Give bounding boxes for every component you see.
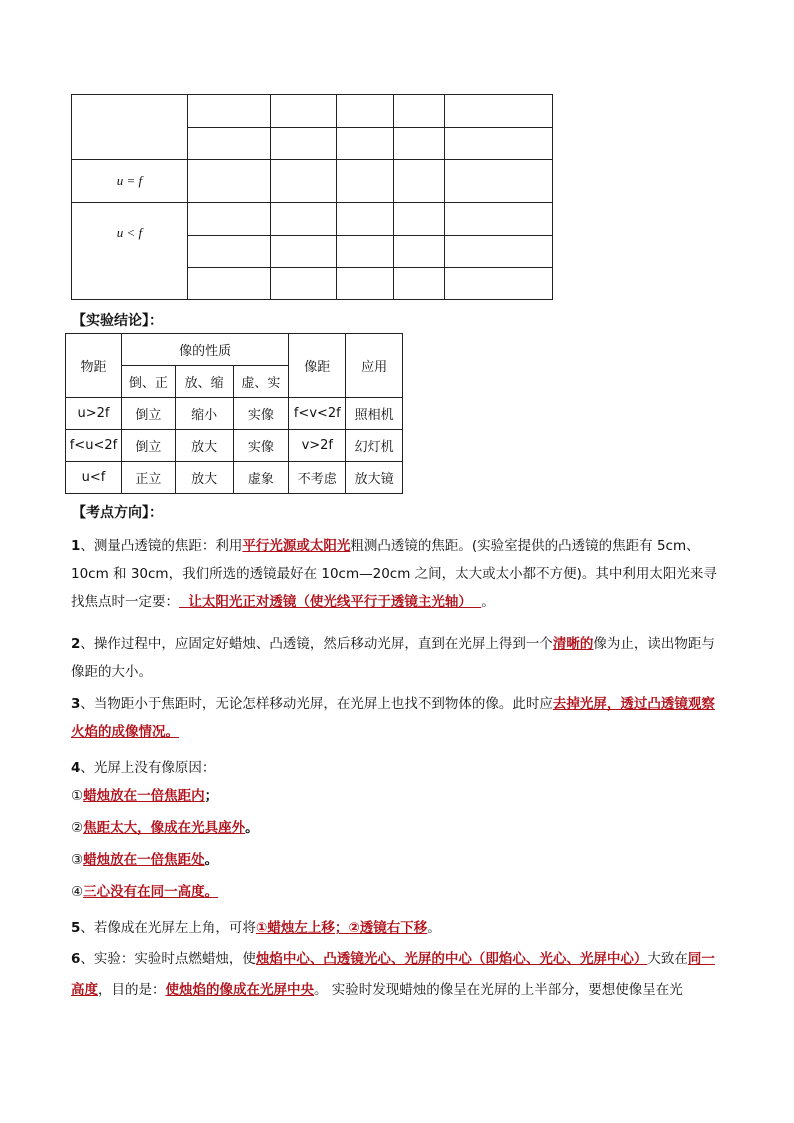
- reason-3: ③蜡烛放在一倍焦距处。: [71, 852, 219, 868]
- answer-light-source: 平行光源或太阳光: [242, 538, 351, 554]
- subheader-size: 放、缩: [175, 366, 233, 398]
- row-label-cell: [72, 95, 188, 160]
- header-distance: 物距: [66, 334, 122, 398]
- answer-same-height: 同一高度: [71, 951, 715, 998]
- reason-2: ②焦距太大，像成在光具座外。: [71, 820, 259, 836]
- table-row: [72, 203, 553, 236]
- row-label-cell: u = f: [72, 160, 188, 203]
- answer-purpose: 使烛焰的像成在光屏中央: [165, 982, 314, 998]
- answer-align-sunlight: 让太阳光正对透镜（使光线平行于透镜主光轴）: [179, 594, 482, 610]
- table-row: u<f 正立 放大 虚象 不考虑 放大镜: [66, 462, 403, 494]
- conclusion-heading: 【实验结论】：: [72, 313, 163, 329]
- header-image-distance: 像距: [289, 334, 346, 398]
- answer-adjust: ①蜡烛左上移；②透镜右下移: [255, 920, 428, 936]
- subheader-type: 虚、实: [233, 366, 289, 398]
- reason-1: ①蜡烛放在一倍焦距内；: [71, 788, 219, 804]
- table-row: [72, 160, 553, 203]
- row-label-cell: u < f: [72, 203, 188, 300]
- key-points-heading: 【考点方向】：: [72, 505, 163, 521]
- subheader-orientation: 倒、正: [121, 366, 175, 398]
- table-header-row: [66, 334, 403, 366]
- table-row: u>2f 倒立 缩小 实像 f<v<2f 照相机: [66, 398, 403, 430]
- header-image-props: 像的性质: [121, 334, 288, 366]
- conclusion-table: [65, 333, 403, 494]
- point-5: 5、若像成在光屏左上角，可将①蜡烛左上移；②透镜右下移。: [71, 920, 441, 936]
- point-1: 1、测量凸透镜的焦距：利用平行光源或太阳光粗测凸透镜的焦距。(实验室提供的凸透镜的焦距有 5cm、10cm 和 30cm，我们所选的透镜最好在 10cm—20cm 之间，太大或太小都不方便)。其中利用太阳光来寻找焦点时一定要： 让太阳光正对透镜（使光线平行于透镜主光轴） 。: [71, 538, 717, 610]
- point-3: 3、当物距小于焦距时，无论怎样移动光屏，在光屏上也找不到物体的像。此时应去掉光屏，透过凸透镜观察火焰的成像情况。: [71, 696, 715, 740]
- answer-remove-screen: 去掉光屏，透过凸透镜观察火焰的成像情况。: [71, 696, 715, 740]
- blank-results-table: [71, 94, 553, 300]
- point-2: 2、操作过程中，应固定好蜡烛、凸透镜，然后移动光屏，直到在光屏上得到一个清晰的像为止，读出物距与像距的大小。: [71, 636, 715, 680]
- reason-4: ④三心没有在同一高度。: [71, 884, 219, 900]
- point-6: 6、实验：实验时点燃蜡烛，使烛焰中心、凸透镜光心、光屏的中心（即焰心、光心、光屏中心）大致在同一高度，目的是：使烛焰的像成在光屏中央。 实验时发现蜡烛的像呈在光屏的上半部分，要想使像呈在光: [71, 951, 715, 998]
- header-application: 应用: [346, 334, 403, 398]
- table-row: [72, 95, 553, 128]
- answer-centers: 烛焰中心、凸透镜光心、光屏的中心（即焰心、光心、光屏中心）: [255, 951, 648, 967]
- table-row: f<u<2f 倒立 放大 实像 v>2f 幻灯机: [66, 430, 403, 462]
- answer-clear: 清晰的: [552, 636, 594, 652]
- point-4: 4、光屏上没有像原因：: [71, 760, 216, 776]
